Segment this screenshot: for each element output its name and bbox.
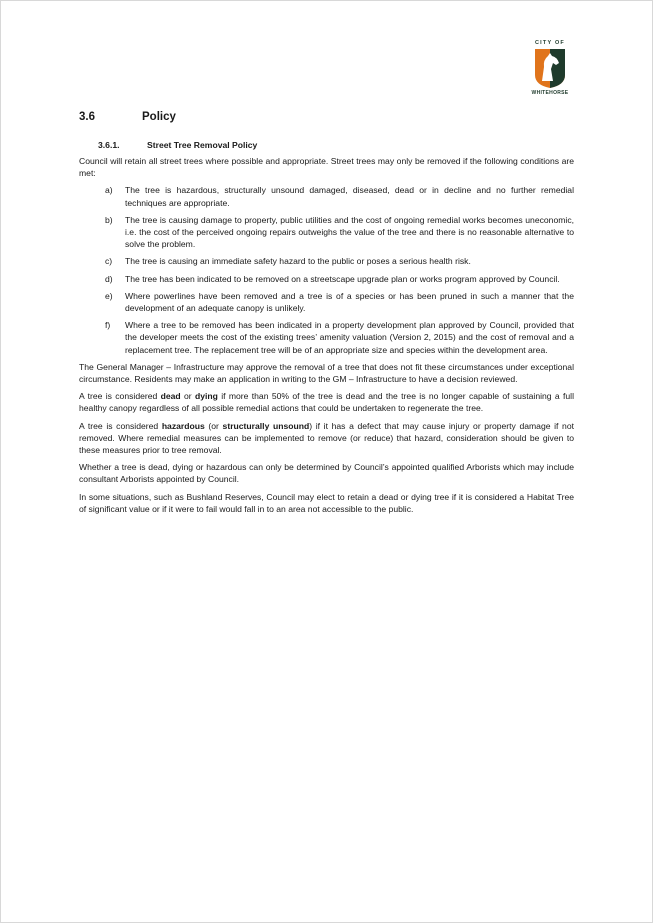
intro-paragraph: Council will retain all street trees where possible and appropriate. Street trees may only be removed if the following conditions are met: [79, 156, 574, 179]
gm-paragraph: The General Manager – Infrastructure may approve the removal of a tree that does not fit these circumstances under exceptional circumstance. Residents may make an application in writing to the GM – Infrastructure to have a decision reviewed. [79, 361, 574, 385]
term-dying: dying [194, 391, 218, 402]
text-run: ) if it has a defect that may cause injury or property damage if not removed. Where remedial measures can be implemented to remove (or reduce) that hazard, consideration should be given to these measures prior to tree removal. [79, 420, 574, 456]
section-number: 3.6 [79, 111, 95, 123]
logo-bottom-text: WHITEHORSE [531, 90, 569, 96]
list-item-text: Where powerlines have been removed and a tree is of a species or has been pruned in such a manner that the development of an adequate canopy is unlikely. [125, 290, 574, 314]
list-item [79, 214, 574, 251]
term-hazardous: hazardous [161, 420, 205, 431]
list-item [79, 273, 574, 285]
subsection-title: Street Tree Removal Policy [147, 140, 258, 150]
list-item-text: The tree is causing damage to property, public utilities and the cost of ongoing remedial works becomes uneconomic, i.e. the cost of the perceived ongoing repairs outweighs the value of the tree and there is no reasonable alternative to solve the problem. [125, 214, 574, 250]
text-run: A tree is considered [79, 391, 161, 402]
dead-dying-paragraph [79, 390, 574, 414]
list-marker: e) [105, 290, 113, 301]
section-heading [79, 111, 574, 127]
subsection-heading [98, 139, 574, 155]
text-run: or [180, 391, 195, 402]
text-run: (or [204, 420, 223, 431]
list-item [79, 184, 574, 208]
text-run: A tree is considered [79, 420, 162, 431]
list-marker: c) [105, 256, 113, 267]
bushland-paragraph: In some situations, such as Bushland Reserves, Council may elect to retain a dead or dying tree if it is considered a Habitat Tree of significant value or if it were to fail would fall in to an area not accessible to the public. [79, 491, 574, 514]
list-item [79, 319, 574, 356]
list-marker: d) [105, 273, 113, 284]
list-item-text: Where a tree to be removed has been indicated in a property development plan approved by Council, provided that the developer meets the cost of the existing trees’ amenity valuation (Version 2, 2015) and the cost of removal and a replacement tree. The replacement tree will be of an appropriate size and species within the development area. [125, 320, 574, 355]
logo-top-text: CITY OF [535, 40, 565, 46]
section-title: Policy [142, 111, 176, 123]
horse-head-crest-icon [533, 47, 567, 89]
list-marker: b) [105, 214, 113, 225]
list-marker: a) [105, 185, 113, 196]
document-body [79, 111, 574, 520]
list-item-text: The tree has been indicated to be removed on a streetscape upgrade plan or works program approved by Council. [125, 273, 560, 284]
conditions-list [79, 184, 574, 355]
list-item-text: The tree is hazardous, structurally unsound damaged, diseased, dead or in decline and no further remedial techniques are appropriate. [125, 185, 574, 208]
city-logo [525, 40, 575, 100]
arborists-paragraph: Whether a tree is dead, dying or hazardous can only be determined by Council’s appointed qualified Arborists which may include consultant Arborists appointed by Council. [79, 462, 574, 485]
list-marker: f) [105, 320, 111, 331]
list-item [79, 255, 574, 267]
text-run: if more than 50% of the tree is dead and the tree is no longer capable of sustaining a full healthy canopy regardless of all possible remedial actions that could be undertaken to regenerate the tree. [79, 391, 574, 414]
term-dead: dead [160, 391, 181, 402]
hazardous-paragraph [79, 420, 574, 457]
subsection-number: 3.6.1. [98, 140, 120, 150]
list-item [79, 290, 574, 314]
term-structurally-unsound: structurally unsound [222, 420, 310, 431]
list-item-text: The tree is causing an immediate safety hazard to the public or poses a serious health risk. [125, 256, 471, 267]
